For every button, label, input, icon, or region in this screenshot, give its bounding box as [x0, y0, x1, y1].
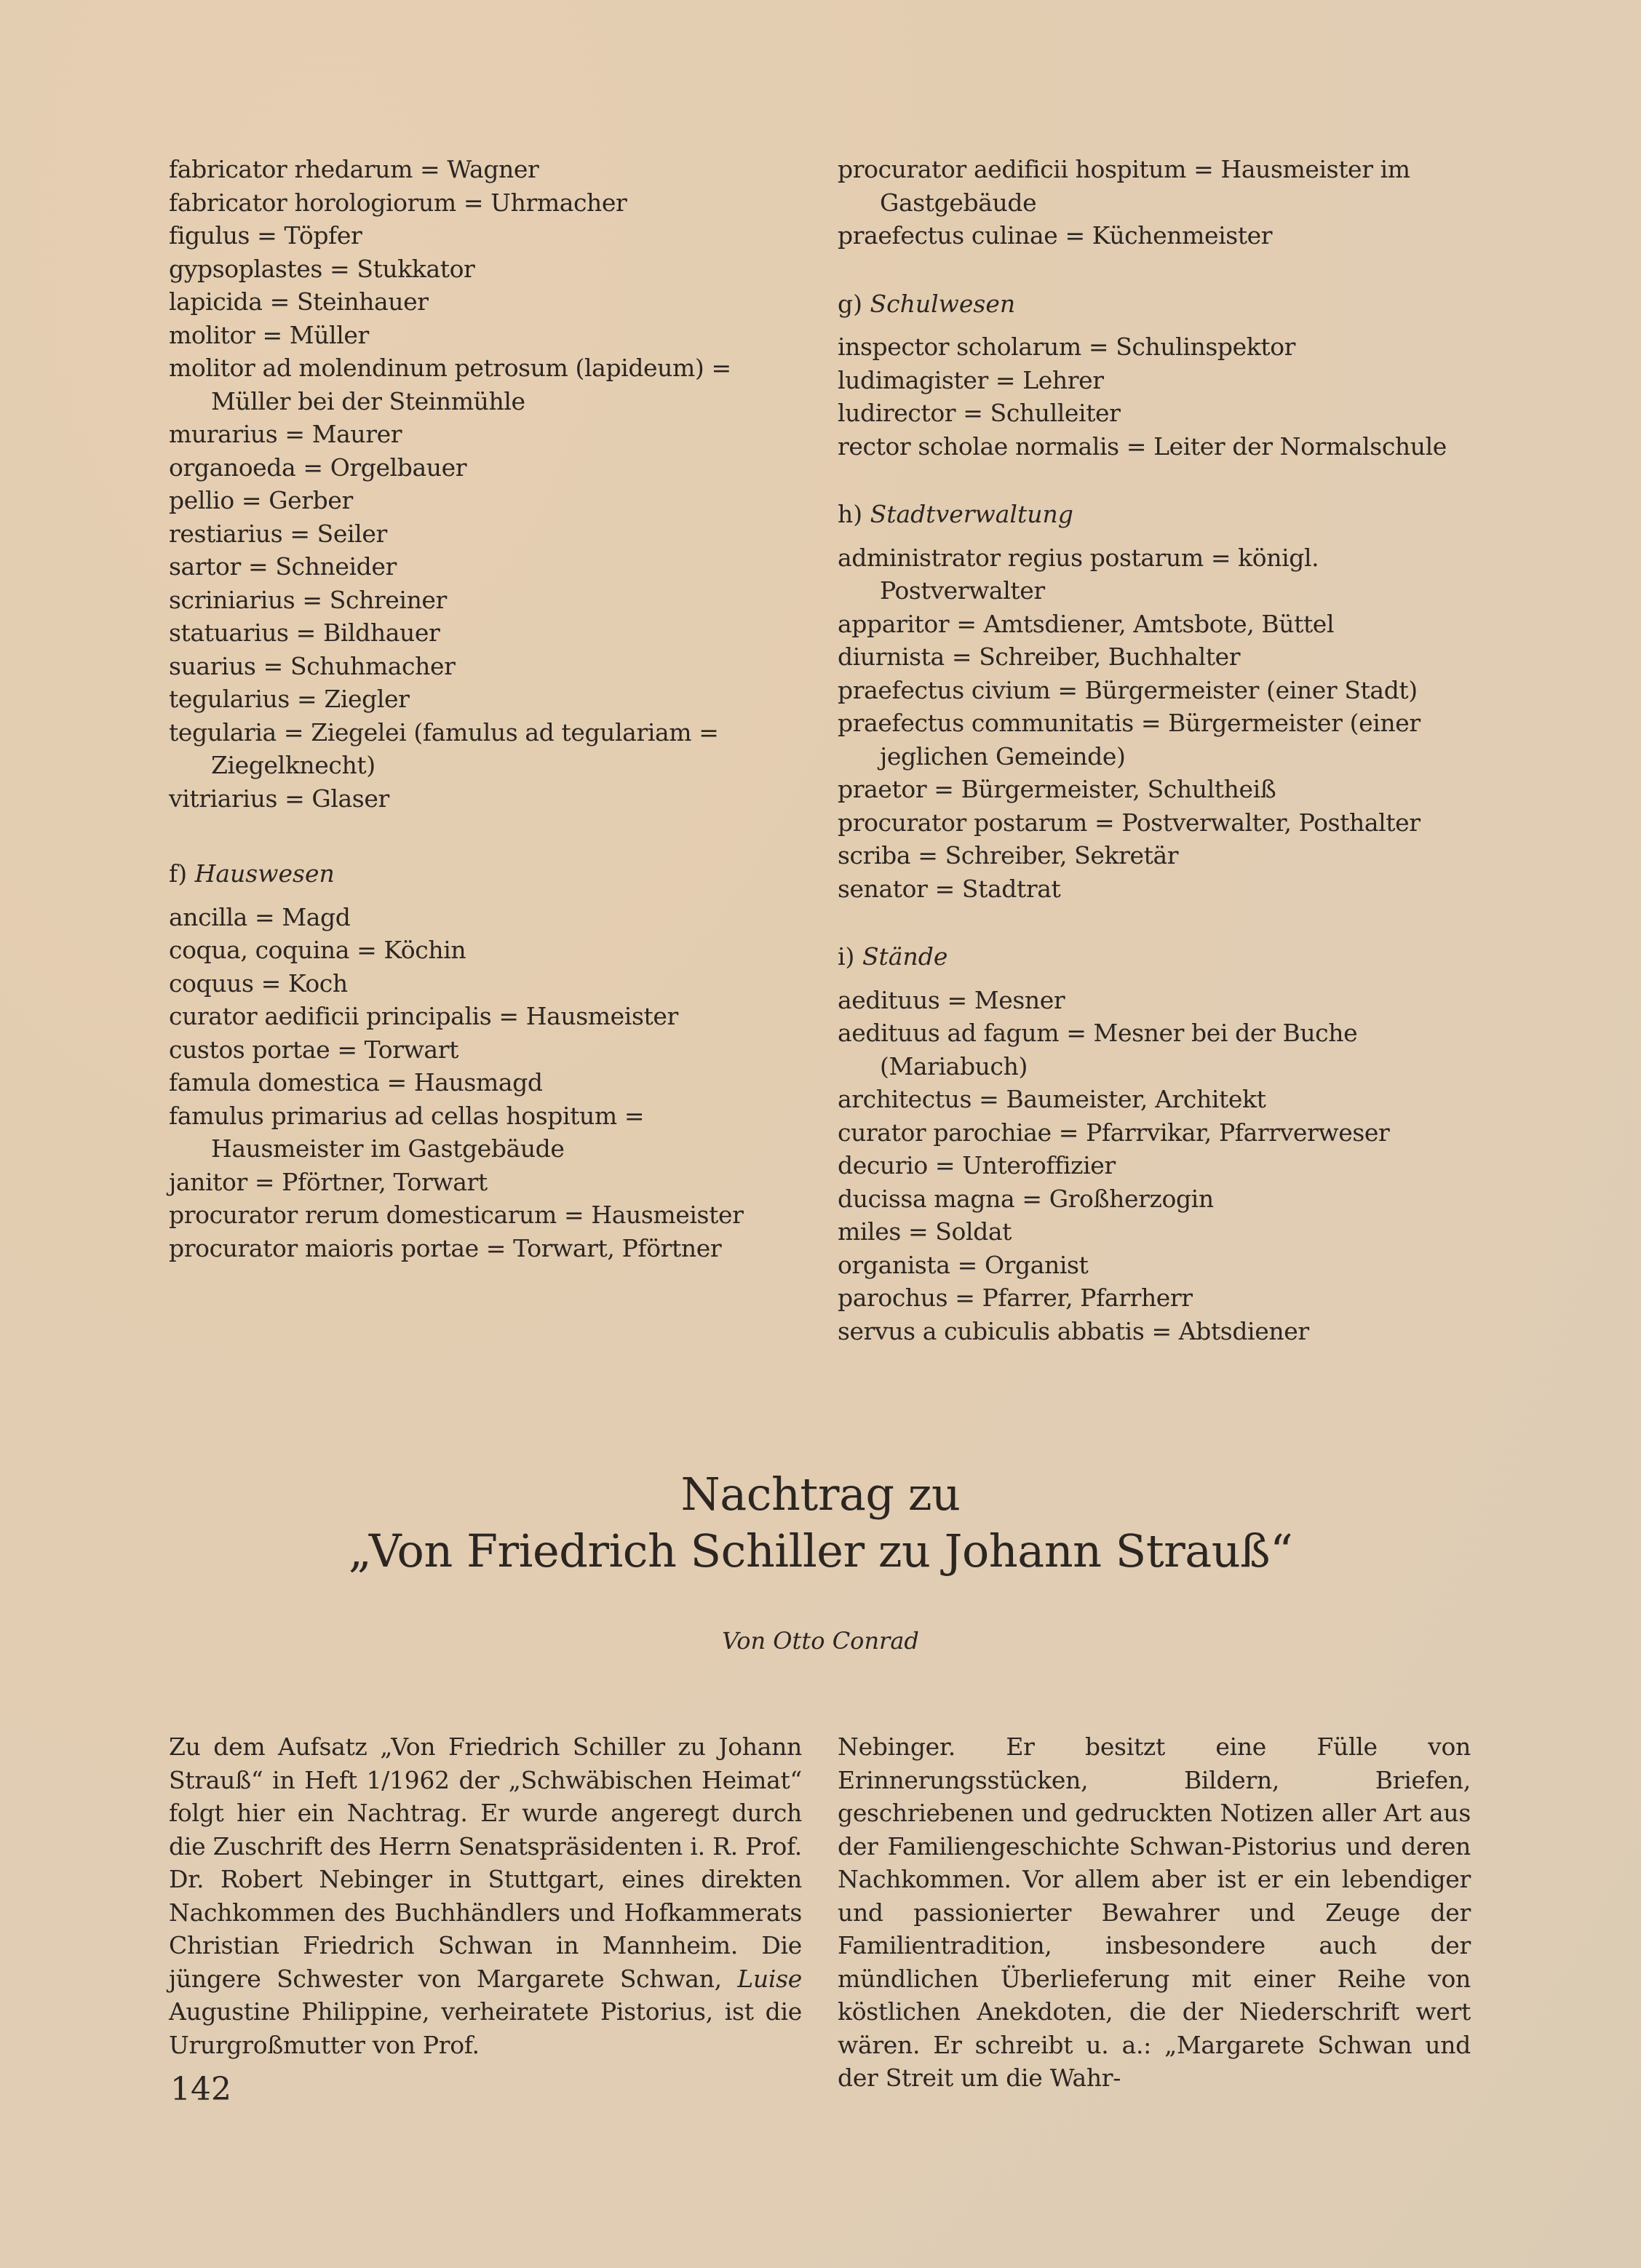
glossary-entry: senator = Stadtrat [838, 874, 1061, 903]
article-paragraph [169, 1730, 802, 2061]
glossary-entry: architectus = Baumeister, Architekt [838, 1085, 1266, 1113]
glossary-entry: praefectus culinae = Küchenmeister [838, 221, 1273, 250]
section-title: Schulwesen [870, 289, 1016, 318]
glossary-entry: procurator postarum = Postverwalter, Posthalter [838, 808, 1421, 837]
glossary-list-crafts-continued [169, 153, 802, 815]
section-title: Stände [862, 942, 948, 971]
section-letter: f) [169, 859, 188, 888]
glossary-entry: curator aedificii principalis = Hausmeister [169, 1002, 678, 1030]
glossary-list-schulwesen [838, 330, 1471, 463]
glossary-entry: praefectus communitatis = Bürgermeister (einer jeglichen Gemeinde) [838, 709, 1421, 771]
glossary-entry: coqua, coquina = Köchin [169, 936, 466, 964]
glossary-entry: praetor = Bürgermeister, Schultheiß [838, 775, 1276, 803]
glossary-entry: procurator aedificii hospitum = Hausmeister im Gastgebäude [838, 155, 1410, 217]
glossary-list-hauswesen [169, 901, 802, 1265]
glossary-entry: famulus primarius ad cellas hospitum = Hausmeister im Gastgebäude [169, 1101, 645, 1163]
glossary-entry: statuarius = Bildhauer [169, 618, 440, 647]
section-heading-schulwesen [838, 287, 1471, 321]
glossary-entry: coquus = Koch [169, 968, 348, 998]
glossary-entry: organoeda = Orgelbauer [169, 453, 467, 482]
glossary-entry: vitriarius = Glaser [169, 784, 389, 813]
glossary-entry: organista = Organist [838, 1250, 1089, 1279]
section-title: Hauswesen [194, 859, 335, 888]
emphasized-name: Luise [737, 1964, 802, 1993]
article-body-right-column [838, 1730, 1471, 2095]
glossary-list-stadtverwaltung [838, 541, 1471, 906]
glossary-list-hauswesen-continued [838, 153, 1471, 252]
glossary-entry: sartor = Schneider [169, 552, 397, 581]
glossary-entry: figulus = Töpfer [169, 221, 362, 250]
glossary-entry: diurnista = Schreiber, Buchhalter [838, 642, 1241, 671]
glossary-entry: servus a cubiculis abbatis = Abtsdiener [838, 1316, 1309, 1345]
glossary-entry: pellio = Gerber [169, 486, 353, 514]
glossary-entry: murarius = Maurer [169, 420, 402, 448]
glossary-entry: praefectus civium = Bürgermeister (einer Stadt) [838, 675, 1418, 704]
article-body-left-column [169, 1730, 802, 2061]
glossary-entry: rector scholae normalis = Leiter der Normalschule [838, 431, 1447, 461]
article-byline: Von Otto Conrad [722, 1627, 919, 1655]
paragraph-text: Augustine Philippine, verheiratete Pistorius, ist die Ururgroßmutter von Prof. [169, 1997, 802, 2059]
section-letter: i) [838, 942, 855, 971]
section-heading-stadtverwaltung [838, 498, 1471, 531]
glossary-entry: apparitor = Amtsdiener, Amtsbote, Büttel [838, 609, 1335, 638]
glossary-entry: inspector scholarum = Schulinspektor [838, 333, 1296, 361]
article-title-line-1: Nachtrag zu [680, 1468, 961, 1521]
glossary-entry: aedituus ad fagum = Mesner bei der Buche (Mariabuch) [838, 1019, 1358, 1081]
page-number: 142 [170, 2071, 231, 2108]
glossary-entry: fabricator rhedarum = Wagner [169, 155, 539, 183]
glossary-entry: gypsoplastes = Stukkator [169, 254, 475, 283]
glossary-entry: ancilla = Magd [169, 902, 351, 931]
glossary-entry: decurio = Unteroffizier [838, 1151, 1116, 1179]
glossary-entry: custos portae = Torwart [169, 1035, 458, 1064]
glossary-entry: procurator maioris portae = Torwart, Pförtner [169, 1233, 722, 1262]
glossary-left-column [169, 153, 802, 1265]
glossary-entry: janitor = Pförtner, Torwart [169, 1167, 488, 1196]
glossary-entry: ducissa magna = Großherzogin [838, 1184, 1214, 1213]
glossary-entry: molitor = Müller [169, 320, 369, 349]
glossary-entry: restiarius = Seiler [169, 519, 387, 548]
section-letter: h) [838, 500, 863, 528]
glossary-entry: scriba = Schreiber, Sekretär [838, 841, 1179, 870]
glossary-entry: aedituus = Mesner [838, 985, 1065, 1014]
paragraph-text: Zu dem Aufsatz „Von Friedrich Schiller zu Johann Strauß“ in Heft 1/1962 der „Schwäbischen Heimat“ folgt hier ein Nachtrag. Er wurde angeregt durch die Zuschrift des Herrn Senatspräsidenten i. R. Prof. Dr. Robert Nebinger in Stuttgart, eines direkten Nachkommen des Buchhändlers und Hofkammerats Christian Friedrich Schwan in Mannheim. Die jüngere Schwester von Margarete Schwan, [169, 1732, 802, 1993]
glossary-entry: fabricator horologiorum = Uhrmacher [169, 188, 627, 217]
glossary-entry: parochus = Pfarrer, Pfarrherr [838, 1284, 1193, 1312]
glossary-entry: ludirector = Schulleiter [838, 399, 1121, 427]
glossary-entry: ludimagister = Lehrer [838, 365, 1104, 394]
glossary-entry: molitor ad molendinum petrosum (lapideum) = Müller bei der Steinmühle [169, 354, 731, 415]
glossary-entry: scriniarius = Schreiner [169, 585, 447, 614]
section-letter: g) [838, 289, 862, 318]
glossary-entry: curator parochiae = Pfarrvikar, Pfarrverweser [838, 1118, 1390, 1147]
section-heading-staende [838, 940, 1471, 974]
glossary-list-staende [838, 984, 1471, 1348]
glossary-entry: suarius = Schuhmacher [169, 651, 456, 680]
glossary-entry: miles = Soldat [838, 1217, 1012, 1246]
glossary-entry: administrator regius postarum = königl. Postverwalter [838, 543, 1319, 605]
section-heading-hauswesen [169, 857, 802, 891]
glossary-entry: lapicida = Steinhauer [169, 287, 429, 316]
article-paragraph: Nebinger. Er besitzt eine Fülle von Erinnerungsstücken, Bildern, Briefen, geschriebenen und gedruckten Notizen aller Art aus der Familiengeschichte Schwan-Pistorius und deren Nachkommen. Vor allem aber ist er ein lebendiger und passionierter Bewahrer und Zeuge der Familientradition, insbesondere auch der mündlichen Überlieferung mit einer Reihe von köstlichen Anekdoten, die der Niederschrift wert wären. Er schreibt u. a.: „Margarete Schwan und der Streit um die Wahr- [838, 1732, 1471, 2092]
glossary-entry: tegularia = Ziegelei (famulus ad tegulariam = Ziegelknecht) [169, 717, 719, 779]
glossary-entry: tegularius = Ziegler [169, 685, 410, 713]
section-title: Stadtverwaltung [870, 500, 1073, 528]
glossary-entry: famula domestica = Hausmagd [169, 1068, 543, 1097]
article-title [0, 1466, 1641, 1580]
glossary-right-column [838, 153, 1471, 1348]
article-title-line-2: „Von Friedrich Schiller zu Johann Strauß“ [348, 1524, 1293, 1577]
glossary-entry: procurator rerum domesticarum = Hausmeister [169, 1201, 744, 1229]
